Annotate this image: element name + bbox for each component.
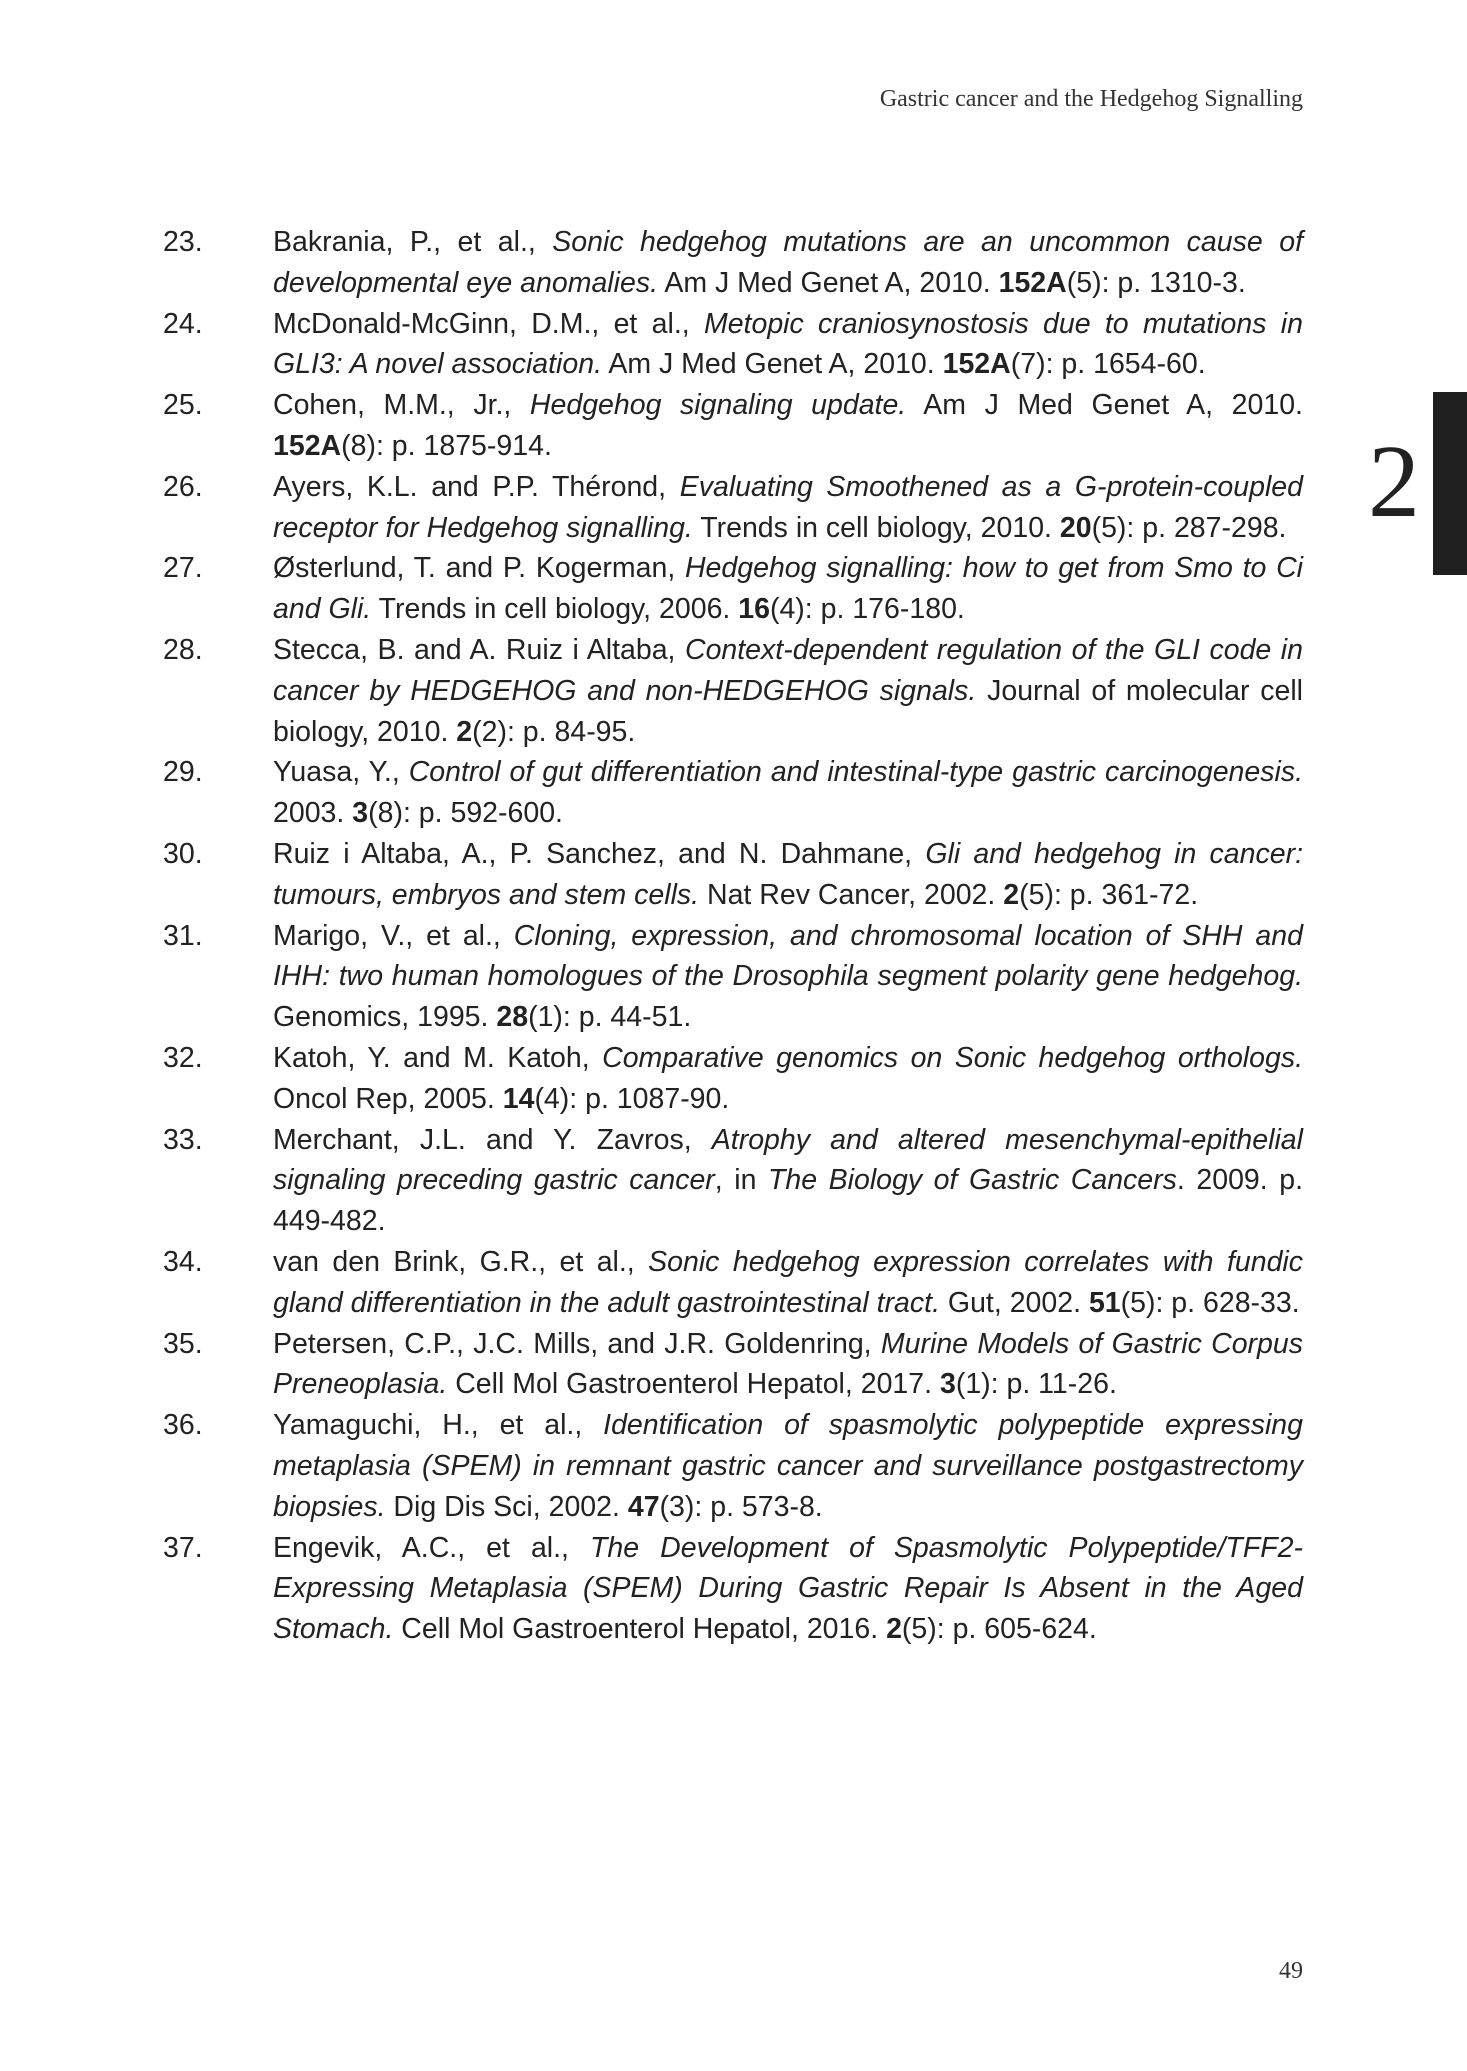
reference-number: 23. bbox=[163, 226, 203, 258]
reference-authors: Marigo, V., et al., bbox=[273, 919, 514, 952]
reference-title: Hedgehog signaling update. bbox=[529, 389, 907, 422]
reference-volume: 14 bbox=[502, 1082, 535, 1115]
reference-pages: (5): p. 361-72. bbox=[1019, 878, 1199, 911]
reference-source: Am J Med Genet A, 2010. bbox=[658, 266, 999, 299]
reference-title: Context-dependent regulation of the GLI code in cancer by HEDGEHOG and non-HEDGEHOG signals. bbox=[273, 633, 1303, 707]
reference-number: 31. bbox=[163, 919, 203, 952]
reference-pages: (5): p. 1310-3. bbox=[1066, 266, 1246, 299]
reference-entry bbox=[163, 834, 1303, 916]
reference-title: Sonic hedgehog expression correlates with fundic gland differentiation in the adult gastrointestinal tract. bbox=[273, 1245, 1303, 1319]
reference-source: Oncol Rep, 2005. bbox=[273, 1082, 503, 1115]
reference-source: Journal of molecular cell biology, 2010. bbox=[273, 674, 1303, 748]
reference-book-title: The Biology of Gastric Cancers bbox=[767, 1164, 1177, 1197]
reference-title: Comparative genomics on Sonic hedgehog orthologs. bbox=[602, 1041, 1303, 1074]
reference-authors: Merchant, J.L. and Y. Zavros, bbox=[273, 1123, 712, 1156]
reference-entry bbox=[163, 304, 1303, 386]
reference-pages: (7): p. 1654-60. bbox=[1010, 348, 1206, 381]
reference-text bbox=[273, 916, 1303, 1038]
reference-source: Am J Med Genet A, 2010. bbox=[906, 389, 1303, 422]
reference-volume: 152A bbox=[998, 266, 1067, 299]
reference-entry bbox=[163, 1528, 1303, 1650]
reference-title: Identification of spasmolytic polypeptide expressing metaplasia (SPEM) in remnant gastric cancer and surveillance postgastrectomy biopsies. bbox=[273, 1409, 1303, 1523]
reference-pages: (1): p. 44-51. bbox=[528, 1001, 692, 1034]
reference-text bbox=[273, 1324, 1303, 1406]
reference-source: Cell Mol Gastroenterol Hepatol, 2016. bbox=[393, 1613, 887, 1646]
reference-text bbox=[273, 1120, 1303, 1242]
reference-authors: Yuasa, Y., bbox=[273, 756, 409, 789]
reference-number: 35. bbox=[163, 1327, 203, 1360]
reference-title: Murine Models of Gastric Corpus Preneoplasia. bbox=[273, 1327, 1303, 1401]
reference-text bbox=[273, 752, 1303, 834]
reference-source: Nat Rev Cancer, 2002. bbox=[699, 878, 1004, 911]
reference-volume: 2 bbox=[1003, 878, 1020, 911]
reference-number: 28. bbox=[163, 633, 203, 666]
reference-source: Gut, 2002. bbox=[940, 1286, 1089, 1319]
chapter-number: 2 bbox=[1368, 424, 1420, 539]
reference-text bbox=[273, 304, 1303, 386]
reference-source: Cell Mol Gastroenterol Hepatol, 2017. bbox=[447, 1368, 940, 1401]
reference-entry bbox=[163, 222, 1303, 304]
page-number: 49 bbox=[1279, 1958, 1303, 1984]
reference-pages: (4): p. 1087-90. bbox=[534, 1082, 730, 1115]
reference-entry bbox=[163, 548, 1303, 630]
reference-volume: 152A bbox=[942, 348, 1011, 381]
reference-volume: 152A bbox=[273, 429, 342, 462]
reference-pages: (5): p. 287-298. bbox=[1091, 511, 1287, 544]
reference-pages: (8): p. 592-600. bbox=[368, 797, 563, 830]
reference-number: 27. bbox=[163, 552, 203, 585]
reference-pages: (8): p. 1875-914. bbox=[341, 429, 552, 462]
reference-source: Trends in cell biology, 2006. bbox=[371, 593, 739, 626]
reference-authors: Ruiz i Altaba, A., P. Sanchez, and N. Dahmane, bbox=[273, 837, 926, 870]
reference-number: 36. bbox=[163, 1409, 203, 1442]
reference-authors: McDonald-McGinn, D.M., et al., bbox=[273, 307, 704, 340]
reference-entry bbox=[163, 916, 1303, 1038]
reference-pages: (4): p. 176-180. bbox=[769, 593, 965, 626]
reference-source: Genomics, 1995. bbox=[273, 1001, 497, 1034]
reference-entry bbox=[163, 1242, 1303, 1324]
reference-number: 26. bbox=[163, 470, 203, 503]
reference-list bbox=[163, 222, 1303, 1650]
reference-authors: Stecca, B. and A. Ruiz i Altaba, bbox=[273, 633, 685, 666]
reference-number: 33. bbox=[163, 1123, 203, 1156]
reference-source: Am J Med Genet A, 2010. bbox=[602, 348, 943, 381]
reference-number: 34. bbox=[163, 1245, 203, 1278]
reference-authors: Yamaguchi, H., et al., bbox=[273, 1409, 604, 1442]
reference-number: 25. bbox=[163, 389, 203, 422]
reference-number: 37. bbox=[163, 1531, 203, 1564]
reference-text bbox=[273, 834, 1303, 916]
reference-title: Metopic craniosynostosis due to mutations in GLI3: A novel association. bbox=[273, 307, 1303, 381]
reference-entry bbox=[163, 1120, 1303, 1242]
reference-entry bbox=[163, 1405, 1303, 1527]
reference-authors: van den Brink, G.R., et al., bbox=[273, 1245, 649, 1278]
reference-source: , in bbox=[714, 1164, 768, 1197]
reference-number: 30. bbox=[163, 837, 203, 870]
reference-volume: 20 bbox=[1059, 511, 1092, 544]
reference-volume: 51 bbox=[1088, 1286, 1121, 1319]
reference-text bbox=[273, 1038, 1303, 1120]
reference-title: Atrophy and altered mesenchymal-epithelial signaling preceding gastric cancer bbox=[273, 1123, 1303, 1197]
reference-text bbox=[273, 630, 1303, 752]
reference-text bbox=[273, 385, 1303, 467]
reference-authors: Østerlund, T. and P. Kogerman, bbox=[273, 552, 685, 585]
reference-volume: 3 bbox=[352, 797, 369, 830]
reference-pages: (5): p. 628-33. bbox=[1120, 1286, 1300, 1319]
reference-source: Dig Dis Sci, 2002. bbox=[385, 1490, 628, 1523]
reference-title: Cloning, expression, and chromosomal location of SHH and IHH: two human homologues of the Drosophila segment polarity gene hedgehog. bbox=[273, 919, 1303, 993]
reference-authors: Petersen, C.P., J.C. Mills, and J.R. Goldenring, bbox=[273, 1327, 881, 1360]
reference-volume: 28 bbox=[496, 1001, 529, 1034]
reference-title: Evaluating Smoothened as a G-protein-coupled receptor for Hedgehog signalling. bbox=[273, 470, 1303, 544]
reference-pages: . 2009. p. 449-482. bbox=[273, 1164, 1303, 1238]
reference-title: The Development of Spasmolytic Polypeptide/TFF2-Expressing Metaplasia (SPEM) During Gastric Repair Is Absent in the Aged Stomach. bbox=[273, 1531, 1303, 1646]
reference-authors: Engevik, A.C., et al., bbox=[273, 1531, 590, 1564]
reference-pages: (1): p. 11-26. bbox=[955, 1368, 1117, 1401]
reference-title: Control of gut differentiation and intestinal-type gastric carcinogenesis. bbox=[408, 756, 1303, 789]
running-header: Gastric cancer and the Hedgehog Signalling bbox=[879, 86, 1303, 112]
reference-text bbox=[273, 1242, 1303, 1324]
reference-volume: 2 bbox=[456, 715, 473, 748]
reference-entry bbox=[163, 752, 1303, 834]
reference-title: Sonic hedgehog mutations are an uncommon cause of developmental eye anomalies. bbox=[273, 226, 1303, 299]
reference-pages: (3): p. 573-8. bbox=[659, 1490, 823, 1523]
reference-entry bbox=[163, 1038, 1303, 1120]
reference-volume: 3 bbox=[939, 1368, 956, 1401]
reference-authors: Bakrania, P., et al., bbox=[273, 226, 553, 258]
reference-pages: (5): p. 605-624. bbox=[901, 1613, 1097, 1646]
reference-volume: 47 bbox=[627, 1490, 660, 1523]
reference-entry bbox=[163, 630, 1303, 752]
reference-volume: 2 bbox=[886, 1613, 902, 1646]
reference-number: 29. bbox=[163, 756, 203, 789]
reference-title: Hedgehog signalling: how to get from Smo to Ci and Gli. bbox=[273, 552, 1303, 626]
reference-text bbox=[273, 1405, 1303, 1527]
reference-entry bbox=[163, 1324, 1303, 1406]
reference-title: Gli and hedgehog in cancer: tumours, embryos and stem cells. bbox=[273, 837, 1303, 911]
reference-text bbox=[273, 467, 1303, 549]
reference-number: 24. bbox=[163, 307, 203, 340]
reference-text bbox=[273, 548, 1303, 630]
reference-entry bbox=[163, 467, 1303, 549]
chapter-tab-marker bbox=[1433, 392, 1467, 575]
reference-text bbox=[273, 1528, 1303, 1650]
reference-pages: (2): p. 84-95. bbox=[472, 715, 636, 748]
reference-source: 2003. bbox=[273, 797, 353, 830]
reference-authors: Cohen, M.M., Jr., bbox=[273, 389, 530, 422]
reference-authors: Ayers, K.L. and P.P. Thérond, bbox=[273, 470, 680, 503]
reference-source: Trends in cell biology, 2010. bbox=[692, 511, 1060, 544]
reference-volume: 16 bbox=[738, 593, 770, 626]
reference-text bbox=[273, 222, 1303, 304]
reference-authors: Katoh, Y. and M. Katoh, bbox=[273, 1041, 603, 1074]
reference-entry bbox=[163, 385, 1303, 467]
reference-number: 32. bbox=[163, 1041, 203, 1074]
